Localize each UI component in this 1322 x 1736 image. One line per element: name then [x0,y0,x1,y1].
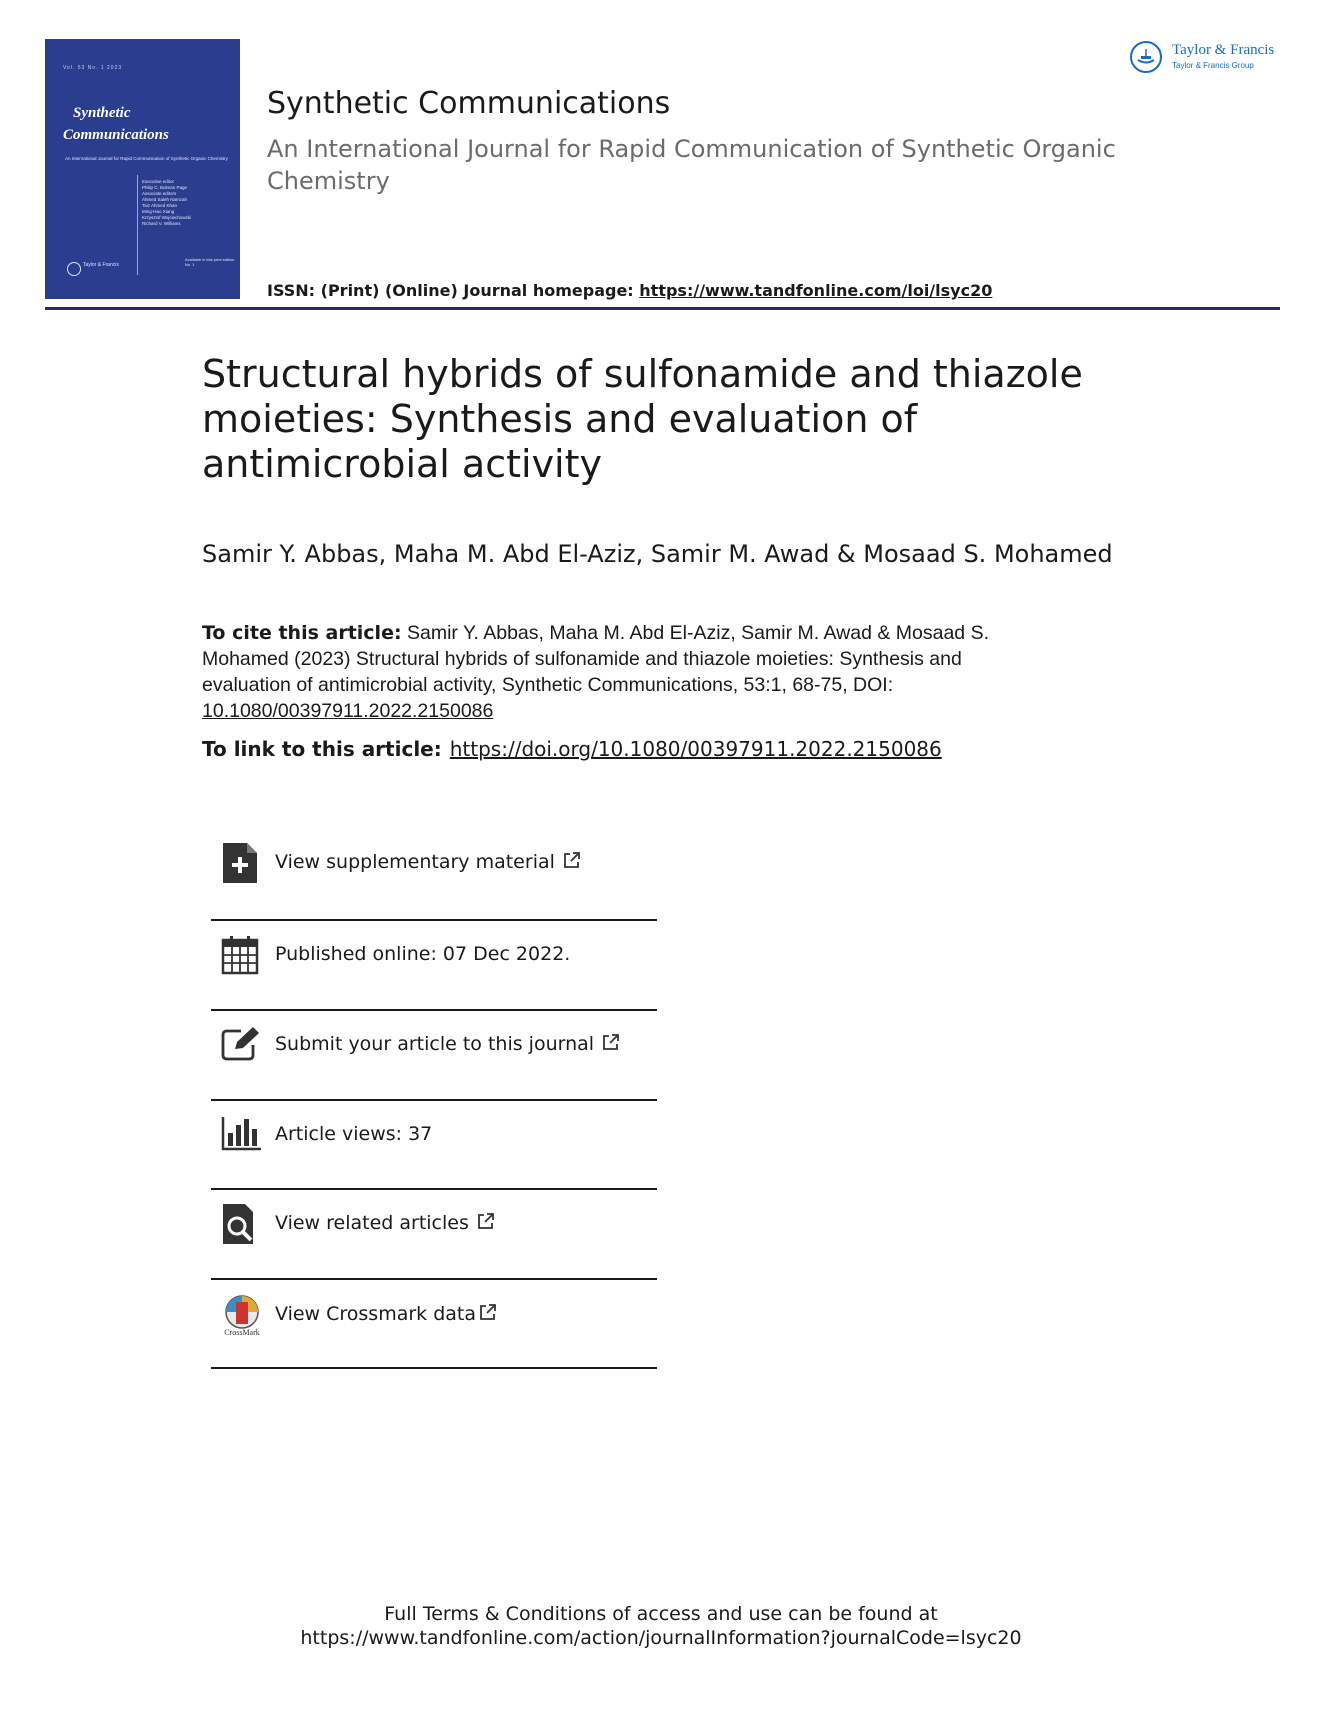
info-separator [211,1188,657,1190]
related-articles-link[interactable]: View related articles [275,1212,469,1234]
submit-article-link[interactable]: Submit your article to this journal [275,1033,595,1055]
article-link-label: To link to this article: [202,737,442,761]
crossmark-logo-text: CrossMark [224,1328,260,1337]
journal-cover-image [45,39,240,299]
footer-terms: Full Terms & Conditions of access and use can be found at [384,1603,938,1625]
cover-divider [137,175,138,275]
publisher-logo-icon [1130,41,1162,73]
file-plus-icon [221,843,261,883]
info-separator [211,1278,657,1280]
citation-block [202,620,1022,724]
footer [0,1602,1322,1650]
article-link-line [202,737,942,761]
cover-publisher-icon [67,262,81,276]
cover-publisher: Taylor & Francis [83,262,119,268]
article-doi-link[interactable]: https://doi.org/10.1080/00397911.2022.2150086 [449,737,942,761]
external-link-icon [479,1303,497,1321]
article-views: Article views: 37 [275,1123,433,1145]
info-separator [211,1009,657,1011]
header-rule [45,307,1280,310]
search-document-icon [221,1204,261,1244]
info-separator [211,1099,657,1101]
cover-logo-line2: Communications [63,127,169,143]
publisher-name: Taylor & Francis [1172,42,1275,58]
supplementary-row[interactable] [211,843,657,931]
supplementary-link[interactable]: View supplementary material [275,851,555,873]
info-separator [211,919,657,921]
crossmark-icon [221,1295,263,1339]
bar-chart-icon [221,1115,261,1155]
publisher-group: Taylor & Francis Group [1172,61,1254,70]
publisher-logo [1130,40,1290,76]
crossmark-link[interactable]: View Crossmark data [275,1303,477,1325]
article-authors: Samir Y. Abbas, Maha M. Abd El-Aziz, Samir M. Awad & Mosaad S. Mohamed [202,540,1113,568]
citation-text: Samir Y. Abbas, Maha M. Abd El-Aziz, Samir M. Awad & Mosaad S. Mohamed (2023) Structural hybrids of sulfonamide and thiazole moieties: Synthesis and evaluation of antimicrobial activity, Synthetic Communications, 53:1, 68-75, DOI: [202,622,989,696]
cover-subtitle: An International Journal for Rapid Communication of Synthetic Organic Chemistry [65,156,228,161]
crossmark-row[interactable] [211,1295,657,1383]
cover-issue-note: Available in this print edition No. 1 [185,257,235,267]
calendar-icon [221,935,261,975]
issn-label: ISSN: (Print) (Online) Journal homepage: [267,281,640,300]
journal-name: Synthetic Communications [267,86,671,121]
external-link-icon [477,1212,495,1230]
footer-terms-url[interactable]: https://www.tandfonline.com/action/journalInformation?journalCode=lsyc20 [300,1627,1022,1649]
info-separator [211,1367,657,1369]
external-link-icon [602,1033,620,1051]
journal-homepage-link[interactable]: https://www.tandfonline.com/loi/lsyc20 [639,281,993,300]
citation-doi-link[interactable]: 10.1080/00397911.2022.2150086 [202,700,494,722]
cover-volume: Vol. 53 No. 1 2023 [63,65,123,71]
issn-line [267,281,992,300]
article-title: Structural hybrids of sulfonamide and thiazole moieties: Synthesis and evaluation of antimicrobial activity [202,352,1083,486]
external-link-icon [563,851,581,869]
citation-label: To cite this article: [202,622,402,644]
edit-icon [221,1025,261,1065]
cover-editors: Executive editor Philip C. Bulman Page Associate editors Ahmed Saleh Namzah Taiz Ahmed Khan Ming-Hao Xiang Krzysztof Wojciechowski Richard V. Williams [142,179,192,226]
published-date: Published online: 07 Dec 2022. [275,943,571,965]
journal-subtitle: An International Journal for Rapid Communication of Synthetic Organic Chemistry [267,135,1116,195]
cover-logo-line1: Synthetic [73,105,131,121]
